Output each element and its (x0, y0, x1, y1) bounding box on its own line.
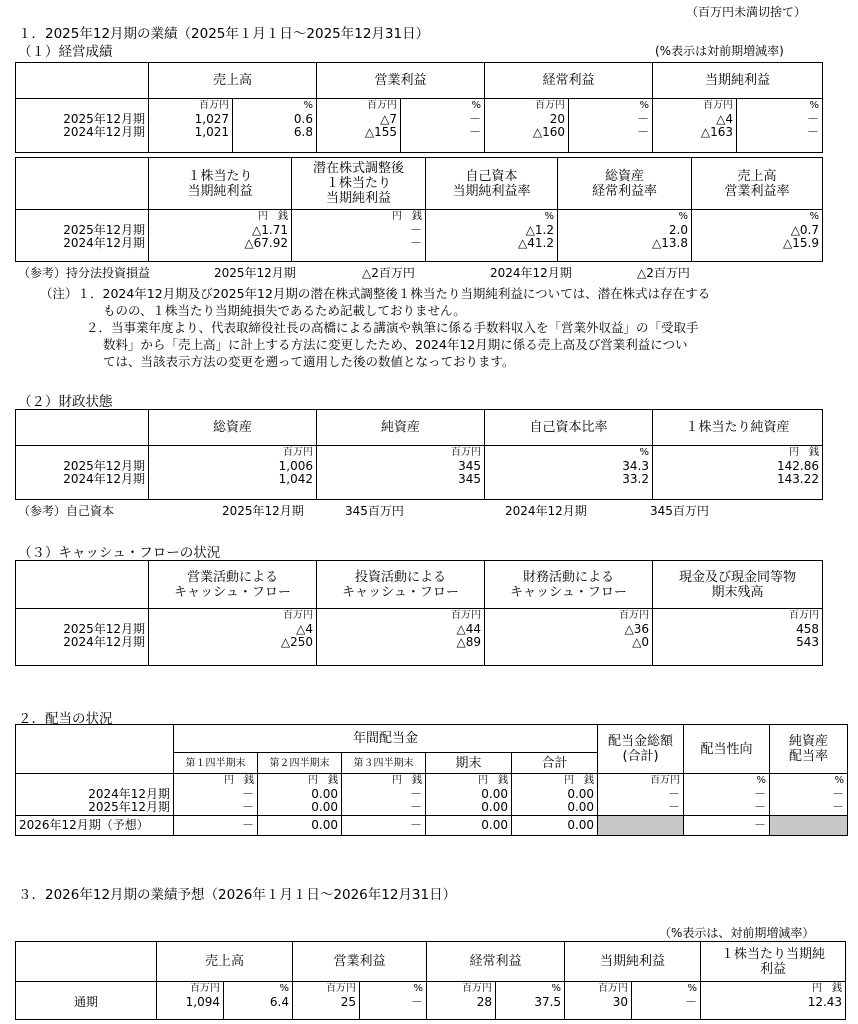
dividend-col-2 (342, 774, 426, 816)
header-net-income: 当期純利益 (653, 63, 823, 99)
dividend-col-7-value: － (832, 800, 845, 814)
results-col-0-unit: 百万円 (199, 100, 229, 111)
dividend-col-7 (770, 774, 848, 816)
dividend-col-2-value: － (409, 800, 422, 814)
dividend-col-7-value: － (832, 786, 845, 801)
dividend-col-3-unit: 円 銭 (478, 775, 508, 786)
position-col-0-value: 1,042 (278, 472, 313, 486)
results-col-5 (569, 99, 653, 153)
forecast-col-8-unit: 円 銭 (812, 983, 843, 994)
period-label: 2024年12月期 (88, 786, 170, 801)
note-2-cont: 数料」から「売上高」に計上する方法に変更したため、2024年12月期に係る売上高及び営業利益につい (103, 337, 688, 352)
header-op-income: 営業利益 (317, 63, 485, 99)
forecast-col-7 (632, 982, 701, 1020)
dividend-col-2-unit: 円 銭 (392, 775, 422, 786)
dividend-col-4-value: 0.00 (567, 786, 595, 801)
results-col-5-value: － (637, 125, 650, 139)
position-col-0-value: 1,006 (278, 458, 313, 473)
period-label: 2024年12月期 (63, 236, 145, 250)
dividend-col-4 (512, 774, 598, 816)
position-col-1-value: 345 (458, 458, 481, 473)
position-col-2-value: 34.3 (622, 458, 649, 473)
dividend-col-1-value: 0.00 (311, 800, 338, 814)
results-col-6-value: △163 (700, 125, 734, 139)
cash-flow-col-1-value: △89 (456, 635, 481, 649)
per-share-col-1 (292, 210, 426, 262)
dividend-col-5-value: － (668, 786, 681, 801)
forecast-col-3-value: － (411, 994, 424, 1009)
results-col-6 (653, 99, 737, 153)
forecast-col-6-unit: 百万円 (598, 983, 629, 994)
note-1: （注）１．2024年12月期及び2025年12月期の潜在株式調整後１株当たり当期純利益については、潜在株式は存在する (40, 286, 711, 301)
dividend-forecast-value: 0.00 (426, 815, 512, 835)
results-col-0-value: 1,027 (194, 111, 229, 126)
results-col-6-value: △4 (716, 111, 734, 126)
forecast-title: ３．2026年12月期の業績予想（2026年１月１日～2026年12月31日） (18, 887, 457, 903)
dividend-forecast-value: － (174, 815, 258, 835)
forecast-col-7-unit: % (687, 983, 698, 994)
ref-equity-period-2025: 2025年12月期 (222, 504, 304, 518)
results-col-3-value: － (469, 125, 482, 139)
dividend-col-4-value: 0.00 (567, 800, 595, 814)
forecast-table (15, 941, 846, 1020)
cash-flow-col-0-unit: 百万円 (283, 610, 313, 621)
results-col-4-value: 20 (549, 111, 566, 126)
per-share-col-1-value: － (409, 222, 422, 237)
header-q3-end: 第３四半期末 (342, 753, 426, 774)
row-labels (16, 446, 149, 500)
header-net-income: 当期純利益 (565, 942, 701, 982)
results-col-6-unit: 百万円 (703, 100, 734, 111)
forecast-col-5 (496, 982, 565, 1020)
dividends-title: ２．配当の状況 (18, 711, 113, 727)
position-col-2-unit: % (639, 447, 649, 458)
header-dividend-on-equity: 純資産 配当率 (770, 725, 848, 774)
forecast-col-2-unit: 百万円 (326, 983, 357, 994)
position-col-3-value: 143.22 (777, 472, 819, 486)
dividend-forecast-value: 0.00 (258, 815, 342, 835)
per-share-col-0-unit: 円 銭 (258, 211, 288, 222)
header-operating-cf: 営業活動による キャッシュ・フロー (149, 561, 317, 609)
period-label: 通期 (73, 994, 98, 1009)
position-col-1-value: 345 (458, 472, 481, 486)
header-op-margin: 売上高 営業利益率 (692, 158, 823, 210)
forecast-col-4-unit: 百万円 (462, 983, 493, 994)
header-payout-ratio: 配当性向 (684, 725, 770, 774)
forecast-col-6-value: 30 (612, 994, 629, 1009)
per-share-col-2-unit: % (544, 211, 554, 222)
header-bps: １株当たり純資産 (653, 410, 823, 446)
forecast-pct-note: （%表示は、対前期増減率） (659, 926, 815, 940)
cash-flow-col-3-unit: 百万円 (789, 610, 819, 621)
cash-flow-title: （３）キャッシュ・フローの状況 (18, 545, 221, 561)
results-col-0 (149, 99, 233, 153)
dividend-col-3-value: 0.00 (481, 786, 508, 801)
header-eps: １株当たり当期純 利益 (701, 942, 846, 982)
forecast-col-5-unit: % (551, 983, 562, 994)
dividend-col-1-unit: 円 銭 (308, 775, 338, 786)
header-op-income: 営業利益 (293, 942, 427, 982)
header-roa: 総資産 経常利益率 (558, 158, 692, 210)
ref-value-2025: △2百万円 (362, 266, 415, 280)
header-eps: １株当たり 当期純利益 (149, 158, 292, 210)
per-share-col-2-value: △41.2 (518, 236, 554, 250)
per-share-col-3-value: 2.0 (668, 222, 688, 237)
per-share-col-0 (149, 210, 292, 262)
position-col-3-unit: 円 銭 (789, 447, 819, 458)
period-label: 2025年12月期 (63, 621, 145, 636)
header-q1-end: 第１四半期末 (174, 753, 258, 774)
dividend-forecast-value (770, 815, 848, 835)
header-diluted-eps: 潜在株式調整後 １株当たり 当期純利益 (292, 158, 426, 210)
per-share-col-4-value: △15.9 (783, 236, 819, 250)
results-subtitle: （１）経営成績 (18, 44, 113, 60)
unit-note: （百万円未満切捨て） (686, 5, 807, 19)
dividend-col-5-unit: 百万円 (650, 775, 681, 786)
results-col-2 (317, 99, 401, 153)
ref-equity-method-label: （参考）持分法投資損益 (18, 266, 151, 280)
ref-equity-label: （参考）自己資本 (18, 504, 115, 518)
dividend-forecast-value: 0.00 (512, 815, 598, 835)
position-col-3-value: 142.86 (777, 458, 819, 473)
header-blank (16, 725, 174, 774)
forecast-col-0 (157, 982, 224, 1020)
header-fy-end: 期末 (426, 753, 512, 774)
note-1-cont: ものの、１株当たり当期純損失であるため記載しておりません。 (103, 303, 466, 318)
position-col-1 (317, 446, 485, 500)
per-share-col-2 (426, 210, 558, 262)
position-col-2-value: 33.2 (622, 472, 649, 486)
results-col-2-unit: 百万円 (367, 100, 398, 111)
header-sales: 売上高 (149, 63, 317, 99)
header-investing-cf: 投資活動による キャッシュ・フロー (317, 561, 485, 609)
results-table (15, 62, 823, 153)
per-share-col-4 (692, 210, 823, 262)
row-labels (16, 774, 174, 816)
ref-equity-value-2025: 345百万円 (345, 504, 404, 518)
per-share-col-3-unit: % (678, 211, 688, 222)
results-col-3-value: － (469, 111, 482, 126)
header-total: 合計 (512, 753, 598, 774)
results-col-4-value: △160 (532, 125, 566, 139)
cash-flow-col-1 (317, 609, 485, 666)
dividend-col-4-unit: 円 銭 (564, 775, 595, 786)
forecast-col-1-value: 6.4 (269, 994, 290, 1009)
results-col-7 (737, 99, 823, 153)
dividend-col-6-unit: % (756, 775, 767, 786)
cash-flow-col-3-value: 458 (796, 621, 819, 636)
row-labels (16, 982, 157, 1020)
row-labels (16, 99, 149, 153)
forecast-col-2 (293, 982, 360, 1020)
period-label: 2025年12月期 (63, 458, 145, 473)
header-equity-ratio: 自己資本比率 (485, 410, 653, 446)
cash-flow-col-3-value: 543 (796, 635, 819, 649)
per-share-col-4-value: △0.7 (790, 222, 819, 237)
cash-flow-col-2-unit: 百万円 (619, 610, 649, 621)
forecast-col-4 (427, 982, 496, 1020)
dividend-col-0-unit: 円 銭 (224, 775, 254, 786)
header-blank (16, 942, 157, 982)
position-col-2 (485, 446, 653, 500)
row-labels (16, 210, 149, 262)
period-label: 2024年12月期 (63, 125, 145, 139)
header-blank (16, 410, 149, 446)
cash-flow-col-0-value: △4 (296, 621, 313, 636)
note-2-cont2: ては、当該表示方法の変更を遡って適用した後の数値となっております。 (103, 354, 515, 369)
forecast-col-0-value: 1,094 (185, 994, 220, 1009)
position-col-0 (149, 446, 317, 500)
results-col-3 (401, 99, 485, 153)
results-col-1 (233, 99, 317, 153)
header-blank (16, 63, 149, 99)
ref-equity-period-2024: 2024年12月期 (505, 504, 587, 518)
header-blank (16, 158, 149, 210)
forecast-col-5-value: 37.5 (534, 994, 562, 1009)
cash-flow-col-2-value: △0 (632, 635, 649, 649)
forecast-col-6 (565, 982, 632, 1020)
forecast-col-3 (360, 982, 427, 1020)
per-share-col-1-value: － (409, 236, 422, 250)
row-labels (16, 609, 149, 666)
dividend-col-7-unit: % (834, 775, 845, 786)
cash-flow-col-0-value: △250 (280, 635, 313, 649)
header-net-assets: 純資産 (317, 410, 485, 446)
header-roe: 自己資本 当期純利益率 (426, 158, 558, 210)
pct-note: (%表示は対前期増減率) (655, 44, 784, 58)
results-col-1-unit: % (303, 100, 314, 111)
dividend-forecast-value: － (342, 815, 426, 835)
period-label: 2025年12月期 (88, 800, 170, 814)
forecast-col-8-value: 12.43 (807, 994, 843, 1009)
period-label: 2025年12月期 (63, 222, 145, 237)
cash-flow-col-2-value: △36 (624, 621, 649, 636)
dividend-col-2-value: － (409, 786, 422, 801)
results-col-7-value: － (807, 125, 820, 139)
position-col-3 (653, 446, 823, 500)
per-share-col-0-value: △67.92 (244, 236, 288, 250)
cash-flow-col-3 (653, 609, 823, 666)
results-col-7-unit: % (809, 100, 820, 111)
results-col-5-unit: % (639, 100, 650, 111)
dividend-col-1 (258, 774, 342, 816)
note-2: ２．当事業年度より、代表取締役社長の高橋による講演や執筆に係る手数料収入を「営業外収益」の「受取手 (86, 320, 699, 335)
dividend-col-6-value: － (754, 800, 767, 814)
forecast-col-1 (224, 982, 293, 1020)
dividend-col-0-value: － (241, 786, 254, 801)
period-label: 2025年12月期 (63, 111, 145, 126)
dividend-col-5-value: － (668, 800, 681, 814)
header-financing-cf: 財務活動による キャッシュ・フロー (485, 561, 653, 609)
dividend-col-0 (174, 774, 258, 816)
dividends-table (15, 724, 848, 836)
cash-flow-col-0 (149, 609, 317, 666)
header-ord-income: 経常利益 (427, 942, 565, 982)
forecast-col-1-unit: % (279, 983, 290, 994)
ref-equity-value-2024: 345百万円 (650, 504, 709, 518)
per-share-col-4-unit: % (809, 211, 819, 222)
header-cash-end: 現金及び現金同等物 期末残高 (653, 561, 823, 609)
cash-flow-col-2 (485, 609, 653, 666)
dividend-col-6 (684, 774, 770, 816)
dividend-forecast-value: － (684, 815, 770, 835)
results-col-4-unit: 百万円 (535, 100, 566, 111)
ref-period-2025: 2025年12月期 (214, 266, 296, 280)
ref-value-2024: △2百万円 (637, 266, 690, 280)
results-col-2-value: △7 (380, 111, 398, 126)
financial-position-title: （２）財政状態 (18, 394, 113, 410)
position-col-0-unit: 百万円 (283, 447, 313, 458)
forecast-col-8 (701, 982, 846, 1020)
forecast-col-2-value: 25 (340, 994, 357, 1009)
dividend-col-1-value: 0.00 (311, 786, 338, 801)
header-blank (16, 561, 149, 609)
results-col-1-value: 6.8 (293, 125, 314, 139)
results-col-1-value: 0.6 (293, 111, 314, 126)
forecast-col-0-unit: 百万円 (190, 983, 220, 994)
cash-flow-col-1-unit: 百万円 (451, 610, 481, 621)
per-share-col-2-value: △1.2 (525, 222, 554, 237)
header-q2-end: 第２四半期末 (258, 753, 342, 774)
header-total-assets: 総資産 (149, 410, 317, 446)
forecast-col-7-value: － (685, 994, 698, 1009)
dividend-col-5 (598, 774, 684, 816)
cash-flow-col-1-value: △44 (456, 621, 481, 636)
financial-position-table (15, 409, 823, 500)
dividend-forecast-value (598, 815, 684, 835)
per-share-col-3 (558, 210, 692, 262)
header-annual-dividend: 年間配当金 (174, 725, 598, 753)
dividend-col-0-value: － (241, 800, 254, 814)
results-col-7-value: － (807, 111, 820, 126)
results-col-5-value: － (637, 111, 650, 126)
forecast-period-label: 2026年12月期（予想） (16, 815, 174, 835)
header-total-dividends: 配当金総額 (合計) (598, 725, 684, 774)
period-label: 2024年12月期 (63, 635, 145, 649)
per-share-col-3-value: △13.8 (652, 236, 688, 250)
header-ord-income: 経常利益 (485, 63, 653, 99)
per-share-col-0-value: △1.71 (252, 222, 288, 237)
header-sales: 売上高 (157, 942, 293, 982)
dividend-col-6-value: － (754, 786, 767, 801)
forecast-col-3-unit: % (413, 983, 424, 994)
results-col-0-value: 1,021 (194, 125, 229, 139)
period-label: 2024年12月期 (63, 472, 145, 486)
dividend-col-3-value: 0.00 (481, 800, 508, 814)
position-col-1-unit: 百万円 (451, 447, 481, 458)
results-col-2-value: △155 (364, 125, 398, 139)
ref-period-2024: 2024年12月期 (490, 266, 572, 280)
section1-title: １．2025年12月期の業績（2025年１月１日～2025年12月31日） (18, 26, 430, 42)
per-share-col-1-unit: 円 銭 (392, 211, 422, 222)
cash-flow-table (15, 560, 823, 666)
forecast-col-4-value: 28 (476, 994, 493, 1009)
per-share-table (15, 157, 823, 262)
results-col-3-unit: % (471, 100, 482, 111)
results-col-4 (485, 99, 569, 153)
dividend-col-3 (426, 774, 512, 816)
